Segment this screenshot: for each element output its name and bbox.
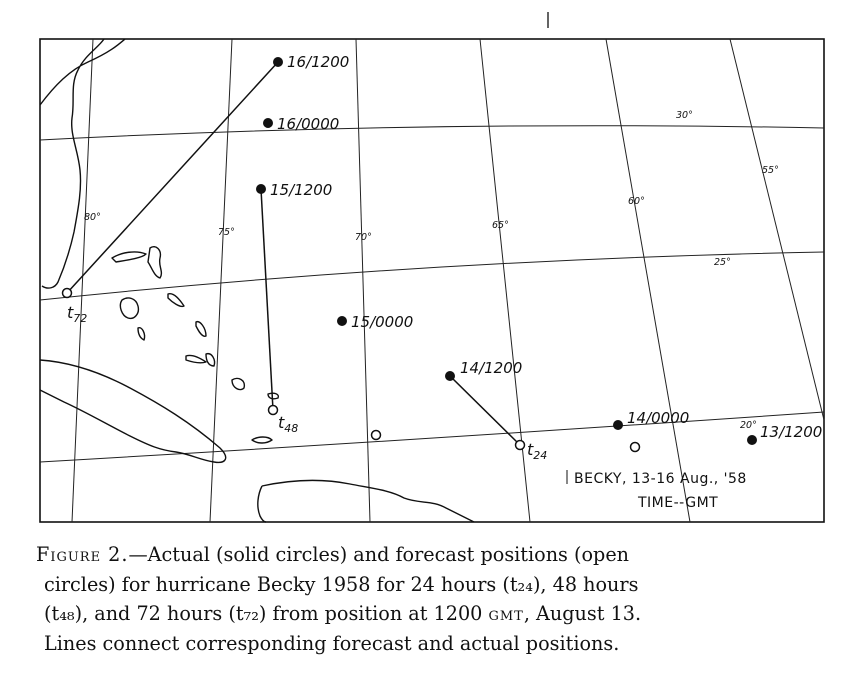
- cuba-coast: [40, 360, 226, 462]
- actual-position-16-0000: [263, 118, 273, 128]
- label-t48: $t_{48}$: [278, 413, 299, 435]
- caption-figure-label: Figure 2.: [36, 543, 129, 566]
- figure-caption: [36, 540, 836, 658]
- caption-line-3-a: (t₄₈), and 72 hours (t₇₂) from position at 1200: [44, 602, 489, 625]
- label-14-1200: 14/1200: [460, 359, 523, 377]
- bahamas-eleuthera: [168, 294, 184, 307]
- turks-islands: [268, 393, 278, 399]
- actual-position-14-0000: [613, 420, 623, 430]
- latitude-line-30: [40, 126, 824, 140]
- actual-position-15-1200: [256, 184, 266, 194]
- caption-line-1: [36, 540, 836, 570]
- label-15-1200: 15/1200: [270, 181, 333, 199]
- map-frame: [40, 39, 824, 522]
- label-16-1200: 16/1200: [287, 53, 350, 71]
- bahamas-long: [186, 355, 206, 362]
- actual-position-13-1200: [747, 435, 757, 445]
- forecast-position-extra: [372, 431, 381, 440]
- jamaica-coast: [252, 437, 272, 443]
- latitude-line-20: [40, 412, 824, 462]
- longitude-line-55: [730, 39, 824, 420]
- bahamas-acklins: [206, 354, 215, 366]
- caption-line-3-b: , August 13.: [523, 602, 642, 625]
- label-t72: $t_{72}$: [67, 303, 88, 325]
- longitude-label-75: 75°: [218, 227, 235, 238]
- bahamas-cat: [196, 322, 206, 337]
- actual-position-15-0000: [337, 316, 347, 326]
- longitude-label-65: 65°: [492, 220, 509, 231]
- longitude-label-80: 80°: [84, 212, 101, 223]
- forecast-position-t72: [63, 289, 72, 298]
- line-t72-to-16-1200: [67, 62, 278, 293]
- longitude-line-70: [356, 39, 370, 522]
- florida-coast: [40, 39, 125, 288]
- legend-title: BECKY, 13-16 Aug., '58: [574, 471, 747, 487]
- line-15-1200-to-t48: [261, 189, 273, 410]
- bahamas-exuma: [138, 328, 145, 340]
- caption-line-4: Lines connect corresponding forecast and actual positions.: [44, 631, 620, 655]
- bahamas-andros: [120, 298, 138, 318]
- longitude-label-60: 60°: [628, 196, 645, 207]
- graticule: [40, 39, 824, 522]
- caption-line-1-text: —Actual (solid circles) and forecast positions (open: [128, 543, 630, 566]
- actual-position-14-1200: [445, 371, 455, 381]
- latitude-label-25: 25°: [714, 257, 731, 268]
- bahamas-abaco: [148, 247, 161, 278]
- label-14-0000: 14/0000: [627, 409, 690, 427]
- longitude-label-70: 70°: [355, 232, 372, 243]
- label-15-0000: 15/0000: [351, 313, 414, 331]
- bahamas-inagua: [232, 378, 244, 389]
- label-13-1200: 13/1200: [760, 423, 823, 441]
- longitude-label-55: 55°: [762, 165, 779, 176]
- caption-line-3: [36, 599, 836, 629]
- legend-subtitle: TIME--GMT: [638, 495, 719, 511]
- hispaniola-coast: [258, 480, 474, 522]
- legend: [567, 470, 747, 511]
- latitude-label-20: 20°: [740, 420, 757, 431]
- label-t24: $t_{24}$: [527, 440, 548, 462]
- label-16-0000: 16/0000: [277, 115, 340, 133]
- forecast-position-t48: [269, 406, 278, 415]
- forecast-position-14-0000: [631, 443, 640, 452]
- forecast-position-t24: [516, 441, 525, 450]
- actual-position-16-1200: [273, 57, 283, 67]
- bahamas-grand: [112, 252, 146, 262]
- caption-line-2: circles) for hurricane Becky 1958 for 24 hours (t₂₄), 48 hours: [44, 572, 639, 596]
- longitude-line-80: [72, 39, 93, 522]
- caption-line-3-gmt: gmt: [488, 602, 524, 625]
- latitude-label-30: 30°: [676, 110, 693, 121]
